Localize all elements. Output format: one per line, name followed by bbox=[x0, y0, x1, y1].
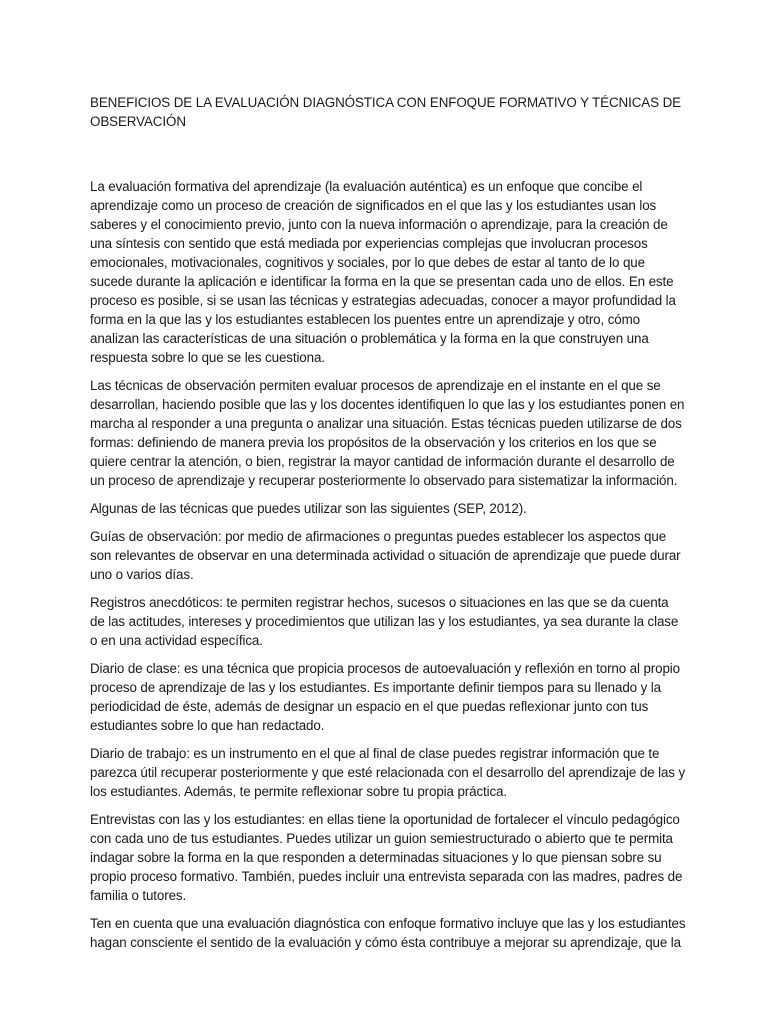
paragraph-techniques-intro: Algunas de las técnicas que puedes utilizar son las siguientes (SEP, 2012). bbox=[90, 501, 527, 516]
paragraph-closing: Ten en cuenta que una evaluación diagnóstica con enfoque formativo incluye que las y los estudiantes hagan consciente el sentido de la evaluación y cómo ésta contribuye a mejorar su aprendizaje, que la bbox=[90, 916, 686, 950]
paragraph-class-diary: Diario de clase: es una técnica que propicia procesos de autoevaluación y reflexión en torno al propio proceso de aprendizaje de las y los estudiantes. Es importante definir tiempos para su llenado y la periodicidad de éste, además de designar un espacio en el que puedas reflexionar junto con tus estudiantes sobre lo que han redactado. bbox=[90, 661, 680, 733]
paragraph-interviews: Entrevistas con las y los estudiantes: en ellas tiene la oportunidad de fortalecer el vínculo pedagógico con cada uno de tus estudiantes. Puedes utilizar un guion semiestructurado o abierto que te permita indagar sobre la forma en la que responden a determinadas situaciones y lo que piensan sobre su propio proceso formativo. También, puedes incluir una entrevista separada con las madres, padres de familia o tutores. bbox=[90, 812, 683, 903]
paragraph-formative-evaluation: La evaluación formativa del aprendizaje (la evaluación auténtica) es un enfoque que concibe el aprendizaje como un proceso de creación de significados en el que las y los estudiantes usan los saberes y el conocimiento previo, junto con la nueva información o aprendizaje, para la creación de una síntesis con sentido que está mediada por experiencias complejas que involucran procesos emocionales, motivacionales, cognitivos y sociales, por lo que debes de estar al tanto de lo que sucede durante la aplicación e identificar la forma en la que se presentan cada uno de ellos. En este proceso es posible, si se usan las técnicas y estrategias adecuadas, conocer a mayor profundidad la forma en la que las y los estudiantes establecen los puentes entre un aprendizaje y otro, cómo analizan las características de una situación o problemática y la forma en la que construyen una respuesta sobre lo que se les cuestiona. bbox=[90, 179, 676, 365]
paragraph-observation-guides: Guías de observación: por medio de afirmaciones o preguntas puedes establecer los aspectos que son relevantes de observar en una determinada actividad o situación de aprendizaje que puede durar uno o varios días. bbox=[90, 529, 681, 582]
document-title: BENEFICIOS DE LA EVALUACIÓN DIAGNÓSTICA CON ENFOQUE FORMATIVO Y TÉCNICAS DE OBSERVACIÓN bbox=[90, 95, 681, 129]
paragraph-anecdotal-records: Registros anecdóticos: te permiten registrar hechos, sucesos o situaciones en las que se da cuenta de las actitudes, intereses y procedimientos que utilizan las y los estudiantes, ya sea durante la clase o en una actividad específica. bbox=[90, 595, 679, 648]
paragraph-observation-techniques: Las técnicas de observación permiten evaluar procesos de aprendizaje en el instante en el que se desarrollan, haciendo posible que las y los docentes identifiquen lo que las y los estudiantes ponen en marcha al responder a una pregunta o analizar una situación. Estas técnicas pueden utilizarse de dos formas: definiendo de manera previa los propósitos de la observación y los criterios en los que se quiere centrar la atención, o bien, registrar la mayor cantidad de información durante el desarrollo de un proceso de aprendizaje y recuperar posteriormente lo observado para sistematizar la información. bbox=[90, 378, 685, 488]
paragraph-work-diary: Diario de trabajo: es un instrumento en el que al final de clase puedes registrar información que te parezca útil recuperar posteriormente y que esté relacionada con el desarrollo del aprendizaje de las y los estudiantes. Además, te permite reflexionar sobre tu propia práctica. bbox=[90, 746, 686, 799]
